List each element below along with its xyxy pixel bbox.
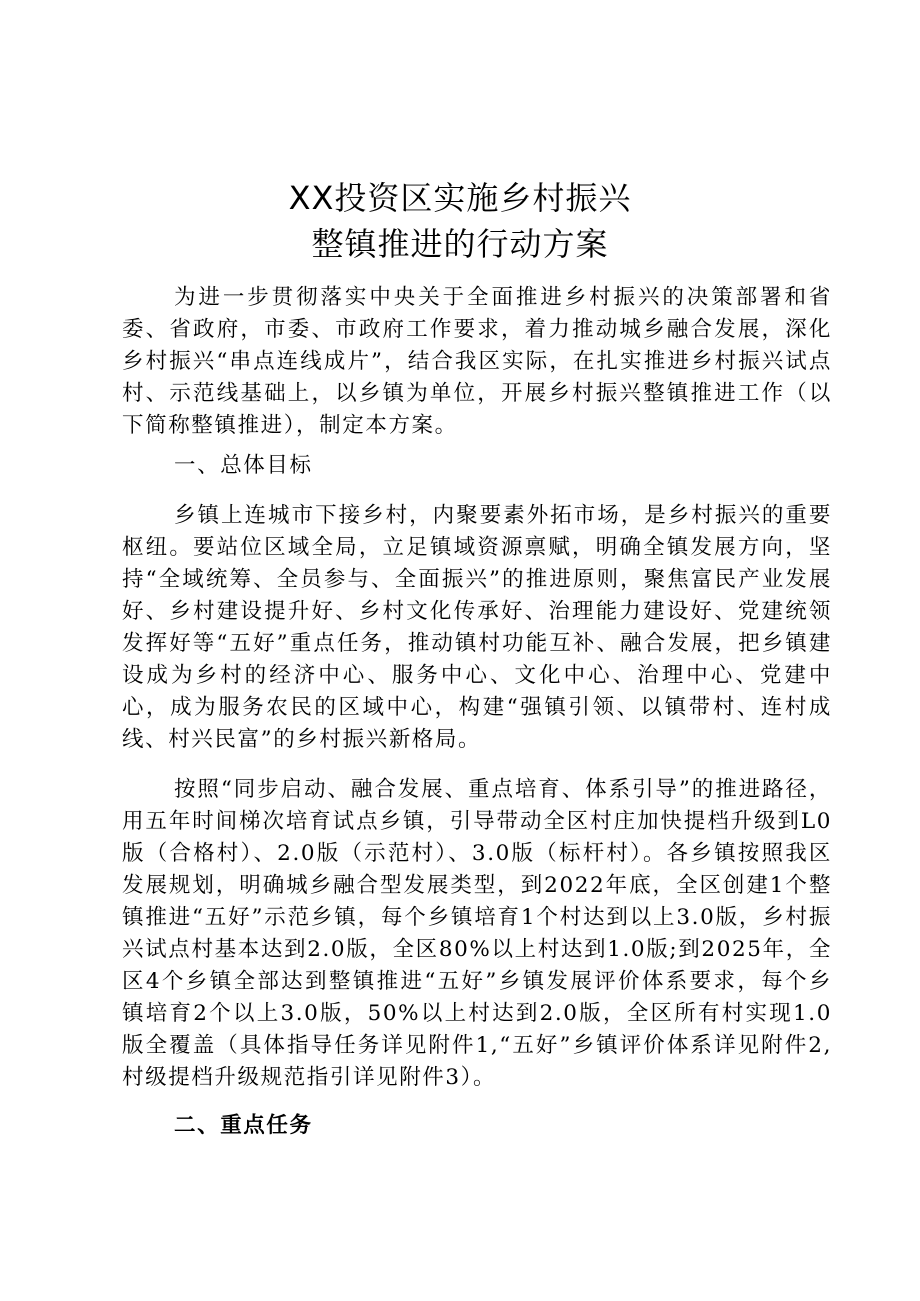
section1-paragraph-1: 乡镇上连城市下接乡村，内聚要素外拓市场，是乡村振兴的重要枢纽。要站位区域全局，立足镇域资源禀赋，明确全镇发展方向，坚持“全域统筹、全员参与、全面振兴”的推进原则，聚焦富民产业发展好、乡村建设提升好、乡村文化传承好、治理能力建设好、党建统领发挥好等“五好”重点任务，推动镇村功能互补、融合发展，把乡镇建设成为乡村的经济中心、服务中心、文化中心、治理中心、党建中心，成为服务农民的区域中心，构建“强镇引领、以镇带村、连村成线、村兴民富”的乡村振兴新格局。 <box>122 503 832 752</box>
section-heading-key-tasks: 二、重点任务 <box>174 1113 313 1138</box>
document-title-line-1: XX投资区实施乡村振兴 <box>288 179 632 217</box>
document-title-line-2: 整镇推进的行动方案 <box>311 225 609 263</box>
section-heading-overall-goals: 一、总体目标 <box>174 453 313 478</box>
section1-paragraph-2: 按照“同步启动、融合发展、重点培育、体系引导”的推进路径，用五年时间梯次培育试点乡镇，引导带动全区村庄加快提档升级到L0版（合格村）、2.0版（示范村）、3.0版（标杆村）。各乡镇按照我区发展规划，明确城乡融合型发展类型，到2022年底，全区创建1个整镇推进“五好”示范乡镇，每个乡镇培育1个村达到以上3.0版，乡村振兴试点村基本达到2.0版，全区80%以上村达到1.0版;到2025年，全区4个乡镇全部达到整镇推进“五好”乡镇发展评价体系要求，每个乡镇培育2个以上3.0版，50%以上村达到2.0版，全区所有村实现1.0版全覆盖（具体指导任务详见附件1,“五好”乡镇评价体系详见附件2,村级提档升级规范指引详见附件3）。 <box>122 777 832 1090</box>
intro-paragraph: 为进一步贯彻落实中央关于全面推进乡村振兴的决策部署和省委、省政府，市委、市政府工作要求，着力推动城乡融合发展，深化乡村振兴“串点连线成片”，结合我区实际，在扎实推进乡村振兴试点村、示范线基础上，以乡镇为单位，开展乡村振兴整镇推进工作（以下简称整镇推进），制定本方案。 <box>122 285 832 438</box>
